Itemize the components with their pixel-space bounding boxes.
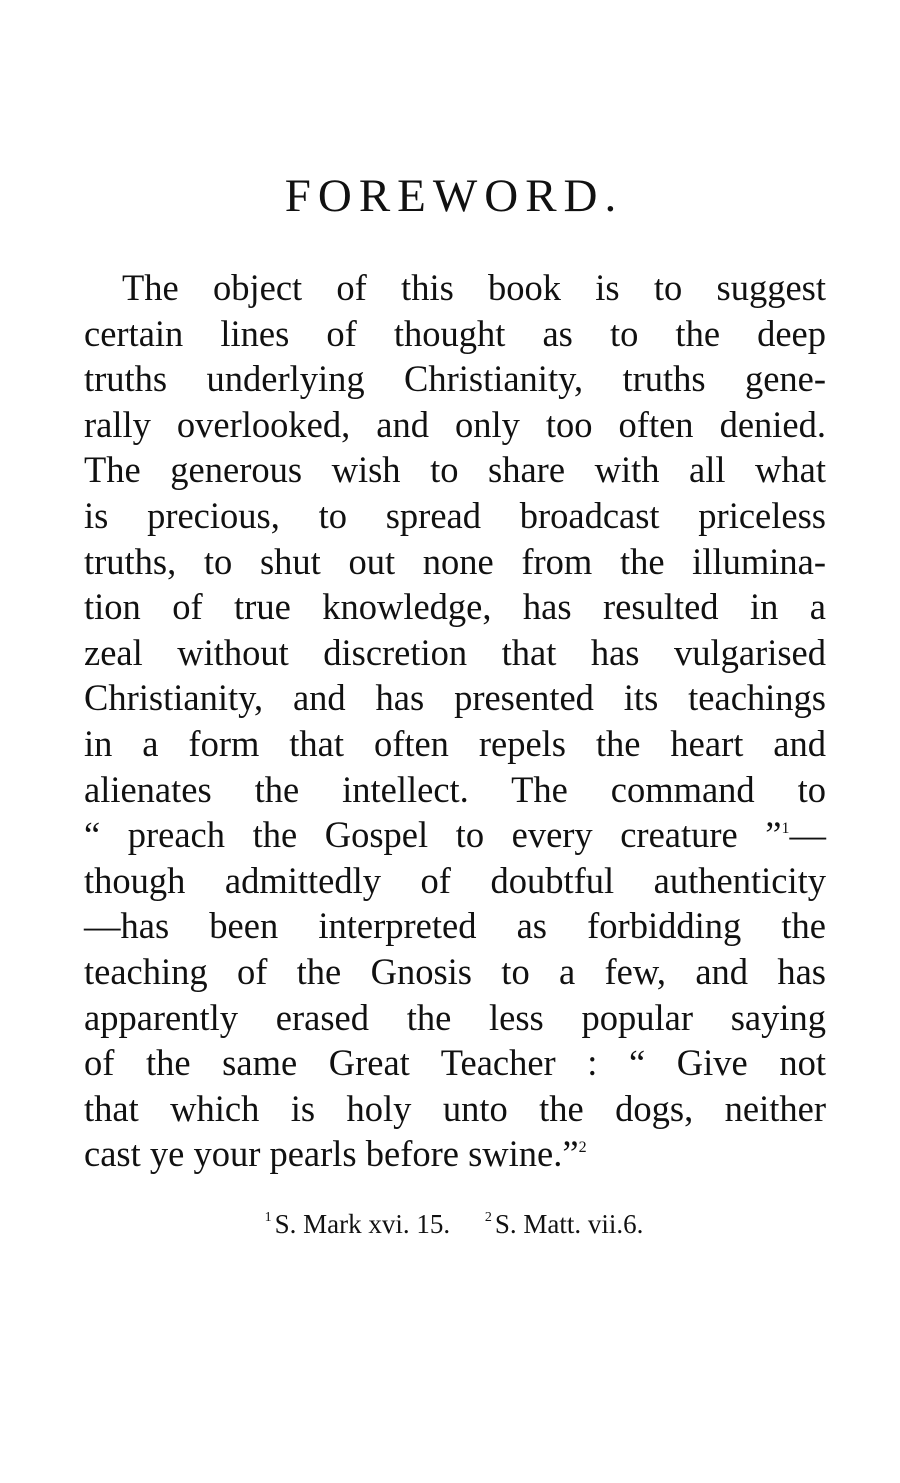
footnote-2-text: S. Matt. vii.6.	[494, 1209, 644, 1239]
text-line: of the same Great Teacher : “ Give not	[84, 1042, 826, 1084]
text-line: rally overlooked, and only too often denied.	[84, 403, 826, 445]
text-line: certain lines of thought as to the deep	[84, 312, 826, 354]
text-line: alienates the intellect. The command to	[84, 768, 826, 810]
text-line: —has been interpreted as forbidding the	[84, 905, 826, 947]
text-line-with-ref-1	[84, 812, 826, 858]
text-line: that which is holy unto the dogs, neither	[84, 1087, 826, 1129]
text-line-with-ref-2	[84, 1131, 826, 1177]
text-line: tion of true knowledge, has resulted in a	[84, 586, 826, 628]
footnote-ref-1: 1	[781, 820, 790, 838]
text-line: zeal without discretion that has vulgarised	[84, 631, 826, 673]
footnote-2	[485, 1204, 644, 1244]
text-line: teaching of the Gnosis to a few, and has	[84, 950, 826, 992]
em-dash: —	[789, 814, 826, 856]
text-line: The generous wish to share with all what	[84, 449, 826, 491]
text-line: in a form that often repels the heart and	[84, 722, 826, 764]
text-line-segment: cast ye your pearls before swine.”	[84, 1133, 579, 1175]
footnote-ref-2: 2	[578, 1139, 587, 1157]
footnote-2-mark: 2	[484, 1210, 492, 1225]
text-line: apparently erased the less popular saying	[84, 996, 826, 1038]
footnote-1-text: S. Mark xvi. 15.	[274, 1209, 451, 1239]
text-line: though admittedly of doubtful authenticity	[84, 859, 826, 901]
text-line-segment: “ preach the Gospel to every creature ”	[84, 814, 782, 856]
text-line: Christianity, and has presented its teachings	[84, 677, 826, 719]
footnote-1	[265, 1204, 451, 1244]
text-line: is precious, to spread broadcast priceless	[84, 494, 826, 536]
text-line: truths underlying Christianity, truths gene-	[84, 358, 826, 400]
page-title: FOREWORD.	[284, 170, 624, 222]
footnotes	[0, 1204, 900, 1244]
text-line: truths, to shut out none from the illumina-	[84, 540, 826, 582]
foreword-paragraph	[84, 265, 826, 1177]
text-line: The object of this book is to suggest	[122, 267, 826, 308]
footnote-1-mark: 1	[264, 1210, 272, 1225]
